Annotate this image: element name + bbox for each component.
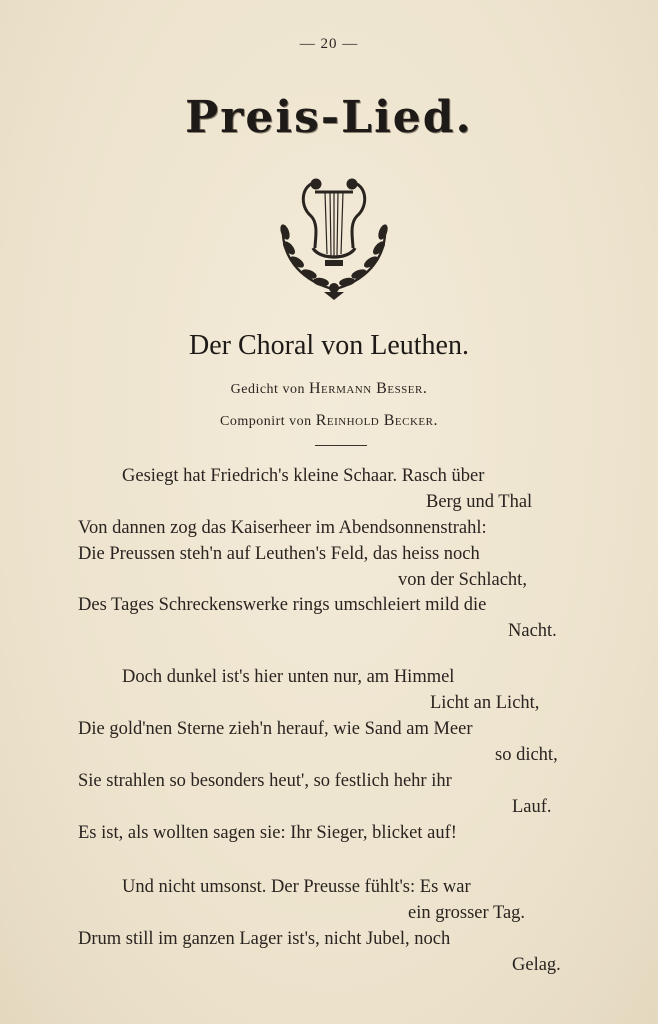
verse-line: Lauf. bbox=[512, 797, 552, 817]
poem-title: Der Choral von Leuthen. bbox=[189, 330, 469, 361]
verse-line: Drum still im ganzen Lager ist's, nicht Jubel, noch bbox=[78, 929, 451, 949]
verse-line: von der Schlacht, bbox=[398, 570, 527, 590]
verse-line: Licht an Licht, bbox=[430, 693, 540, 713]
poem-credit-prefix: Gedicht von bbox=[230, 382, 305, 397]
verse-line: Gesiegt hat Friedrich's kleine Schaar. Rasch über bbox=[122, 466, 485, 486]
verse-line: Die Preussen steh'n auf Leuthen's Feld, das heiss noch bbox=[78, 544, 480, 564]
poem-credit bbox=[0, 380, 658, 398]
music-author: Reinhold Becker. bbox=[315, 412, 438, 429]
page-number: — 20 — bbox=[299, 36, 359, 52]
lyre-icon bbox=[269, 170, 399, 300]
music-credit bbox=[0, 412, 658, 430]
verse-line: Sie strahlen so besonders heut', so festlich hehr ihr bbox=[78, 771, 452, 791]
verse-line: ein grosser Tag. bbox=[408, 903, 526, 923]
verse-line: Nacht. bbox=[508, 621, 557, 641]
verse-line: Gelag. bbox=[512, 955, 561, 975]
page-title: Preis-Lied. bbox=[185, 92, 473, 143]
verse-line: Berg und Thal bbox=[426, 492, 533, 512]
verse-line: Und nicht umsonst. Der Preusse fühlt's: Es war bbox=[122, 877, 471, 897]
verse-line: Es ist, als wollten sagen sie: Ihr Sieger, blicket auf! bbox=[78, 823, 457, 843]
music-credit-prefix: Componirt von bbox=[220, 414, 312, 429]
poem-author: Hermann Besser. bbox=[308, 380, 428, 397]
verse-line: Von dannen zog das Kaiserheer im Abendsonnenstrahl: bbox=[78, 518, 487, 538]
verse-line: so dicht, bbox=[495, 745, 558, 765]
verse-line: Die gold'nen Sterne zieh'n herauf, wie Sand am Meer bbox=[78, 719, 473, 739]
divider bbox=[315, 445, 367, 446]
verse-line: Doch dunkel ist's hier unten nur, am Himmel bbox=[122, 667, 455, 687]
verse-line: Des Tages Schreckenswerke rings umschleiert mild die bbox=[78, 595, 487, 615]
